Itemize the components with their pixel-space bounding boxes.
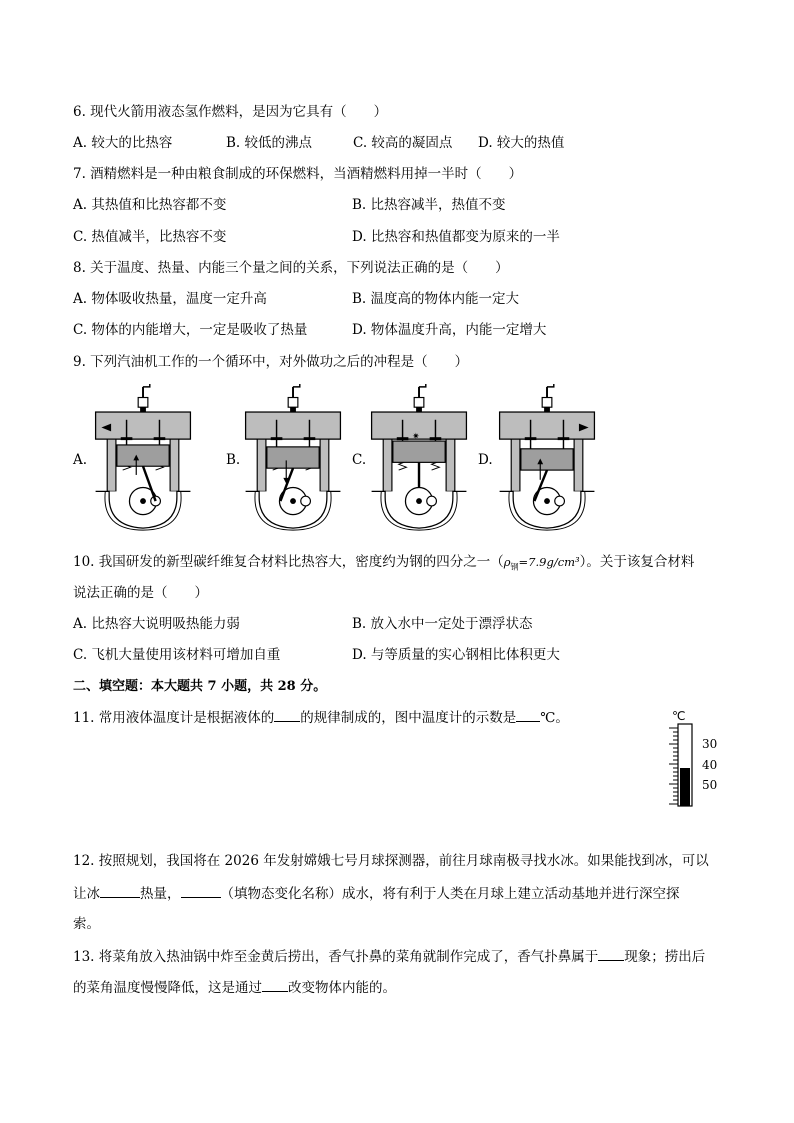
q7-option-d: D. 比热容和热值都变为原来的一半 [352,229,560,245]
q8-option-d: D. 物体温度升高，内能一定增大 [352,322,547,338]
q10-rho-sub: 钢 [510,562,519,572]
q9-label-a: A. [73,452,88,468]
q10-option-d: D. 与等质量的实心钢相比体积更大 [352,647,560,663]
q13-blank-1[interactable] [598,946,624,961]
q9-label-b: B. [226,452,241,468]
q12-line3: 索。 [73,916,100,932]
q11-part1: 11. 常用液体温度计是根据液体的 [73,710,275,726]
q13-blank-2[interactable] [262,977,288,992]
q10-option-a: A. 比热容大说明吸热能力弱 [73,616,240,632]
section-2-title: 二、填空题：本大题共 7 小题，共 28 分。 [73,679,327,694]
engine-diagram-d [490,383,605,533]
q7-option-b: B. 比热容减半，热值不变 [352,197,506,213]
q10-stem-line1 [73,552,694,578]
thermometer-tick-50: 50 [702,778,718,792]
q12-blank-2[interactable] [181,883,221,898]
q13-part-d: 改变物体内能的。 [288,980,396,996]
q12-part-b: 热量， [140,886,181,902]
q8-option-c: C. 物体的内能增大，一定是吸收了热量 [73,322,308,338]
engine-diagram-a [86,383,201,533]
q12-blank-1[interactable] [100,883,140,898]
q12-line1: 12. 按照规划，我国将在 2026 年发射嫦娥七号月球探测器，前往月球南极寻找水冰。如果能找到冰，可以 [73,853,709,869]
q13-line2 [73,977,396,998]
q11-blank-2[interactable] [516,707,540,722]
q6-stem: 6. 现代火箭用液态氢作燃料，是因为它具有（ ） [73,104,388,120]
q11-part3: ℃。 [540,710,569,726]
q9-label-d: D. [478,452,493,468]
q6-option-c: C. 较高的凝固点 [353,135,453,151]
q10-stem-b: ）。关于该复合材料 [579,554,695,570]
q13-part-c: 的菜角温度慢慢降低，这是通过 [73,980,262,996]
q10-option-b: B. 放入水中一定处于漂浮状态 [352,616,533,632]
q11-stem [73,707,569,728]
q7-option-c: C. 热值减半，比热容不变 [73,229,227,245]
q8-stem: 8. 关于温度、热量、内能三个量之间的关系，下列说法正确的是（ ） [73,260,509,276]
q10-option-c: C. 飞机大量使用该材料可增加自重 [73,647,281,663]
engine-diagram-c [362,383,477,533]
q11-blank-1[interactable] [274,707,300,722]
q12-part-a: 让冰 [73,886,100,902]
q7-stem: 7. 酒精燃料是一种由粮食制成的环保燃料，当酒精燃料用掉一半时（ ） [73,166,523,182]
q6-option-b: B. 较低的沸点 [226,135,313,151]
q9-label-c: C. [352,452,367,468]
q6-option-d: D. 较大的热值 [478,135,565,151]
q12-line2 [73,883,680,904]
q7-option-a: A. 其热值和比热容都不变 [73,197,227,213]
q10-stem-line2: 说法正确的是（ ） [73,585,208,601]
q10-stem-a: 10. 我国研发的新型碳纤维复合材料比热容大，密度约为钢的四分之一（ [73,554,504,570]
q10-rho-value: =7.9g/cm³ [518,555,580,569]
q10-rho: ρ [503,555,511,569]
thermometer-unit: ℃ [672,709,686,723]
q8-option-a: A. 物体吸收热量，温度一定升高 [73,291,267,307]
q13-part-b: 现象；捞出后 [624,949,706,965]
q13-line1 [73,946,705,967]
thermometer-tick-30: 30 [702,737,718,751]
q11-part2: 的规律制成的，图中温度计的示数是 [300,710,517,726]
q9-stem: 9. 下列汽油机工作的一个循环中，对外做功之后的冲程是（ ） [73,354,469,370]
q6-option-a: A. 较大的比热容 [73,135,173,151]
q8-option-b: B. 温度高的物体内能一定大 [352,291,520,307]
q12-part-c: （填物态变化名称）成水，将有利于人类在月球上建立活动基地并进行深空探 [220,886,680,902]
q13-part-a: 13. 将菜角放入热油锅中炸至金黄后捞出，香气扑鼻的菜角就制作完成了，香气扑鼻属于 [73,949,599,965]
engine-diagram-b [236,383,351,533]
thermometer-figure [660,706,740,816]
thermometer-tick-40: 40 [702,758,718,772]
svg-text:✷: ✷ [412,432,420,443]
